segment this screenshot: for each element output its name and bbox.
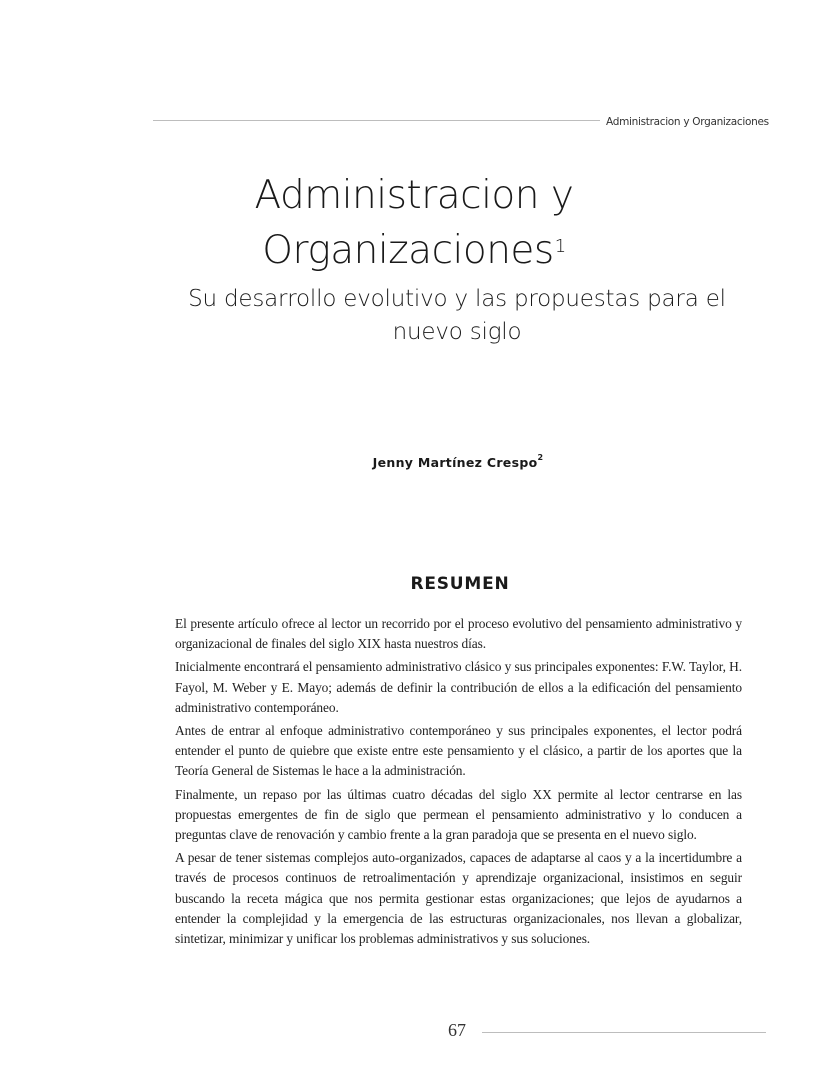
- abstract-paragraph: El presente artículo ofrece al lector un recorrido por el proceso evolutivo del pensamiento administrativo y organizacional de finales del siglo XIX hasta nuestros días.: [175, 616, 742, 652]
- abstract-heading: RESUMEN: [410, 574, 510, 594]
- author-footnote-marker[interactable]: 2: [537, 453, 544, 462]
- author-name: Jenny Martínez Crespo: [372, 455, 538, 470]
- abstract-paragraph: Inicialmente encontrará el pensamiento administrativo clásico y sus principales exponentes: F.W. Taylor, H. Fayol, M. Weber y E. Mayo; además de definir la contribución de ellos a la edificación del pensamiento administrativo contemporáneo.: [175, 659, 742, 715]
- page-number: 67: [448, 1020, 466, 1040]
- abstract-paragraph: A pesar de tener sistemas complejos auto-organizados, capaces de adaptarse al caos y a la incertidumbre a través de procesos continuos de retroalimentación y aprendizaje organizacional, insistimos en seguir buscando la receta mágica que nos permita gestionar estas organizaciones; que lejos de ayudarnos a entender la complejidad y la emergencia de las estructuras organizacionales, nos llevan a globalizar, sintetizar, minimizar y unificar los problemas administrativos y sus soluciones.: [175, 850, 742, 947]
- article-subtitle: Su desarrollo evolutivo y las propuestas para el nuevo siglo: [188, 286, 726, 345]
- abstract-paragraph: Finalmente, un repaso por las últimas cuatro décadas del siglo XX permite al lector centrarse en las propuestas emergentes de fin de siglo que permean el pensamiento administrativo y lo conducen a preguntas clave de renovación y cambio frente a la gran paradoja que se presenta en el nuevo siglo.: [175, 786, 742, 843]
- abstract-body: [175, 614, 742, 952]
- title-line-1: Administracion y: [254, 173, 574, 218]
- abstract-paragraph: Antes de entrar al enfoque administrativo contemporáneo y sus principales exponentes, el lector podrá entender el punto de quiebre que existe entre este pensamiento y el clásico, a partir de los aportes que la Teoría General de Sistemas le hace a la administración.: [175, 723, 742, 779]
- footer-rule: [482, 1032, 766, 1033]
- author-byline: [300, 455, 616, 470]
- header-rule: [153, 120, 600, 121]
- title-line-2: Organizaciones: [262, 228, 554, 273]
- article-title: [158, 168, 670, 278]
- running-head: Administracion y Organizaciones: [606, 116, 769, 128]
- title-footnote-marker[interactable]: 1: [554, 236, 566, 257]
